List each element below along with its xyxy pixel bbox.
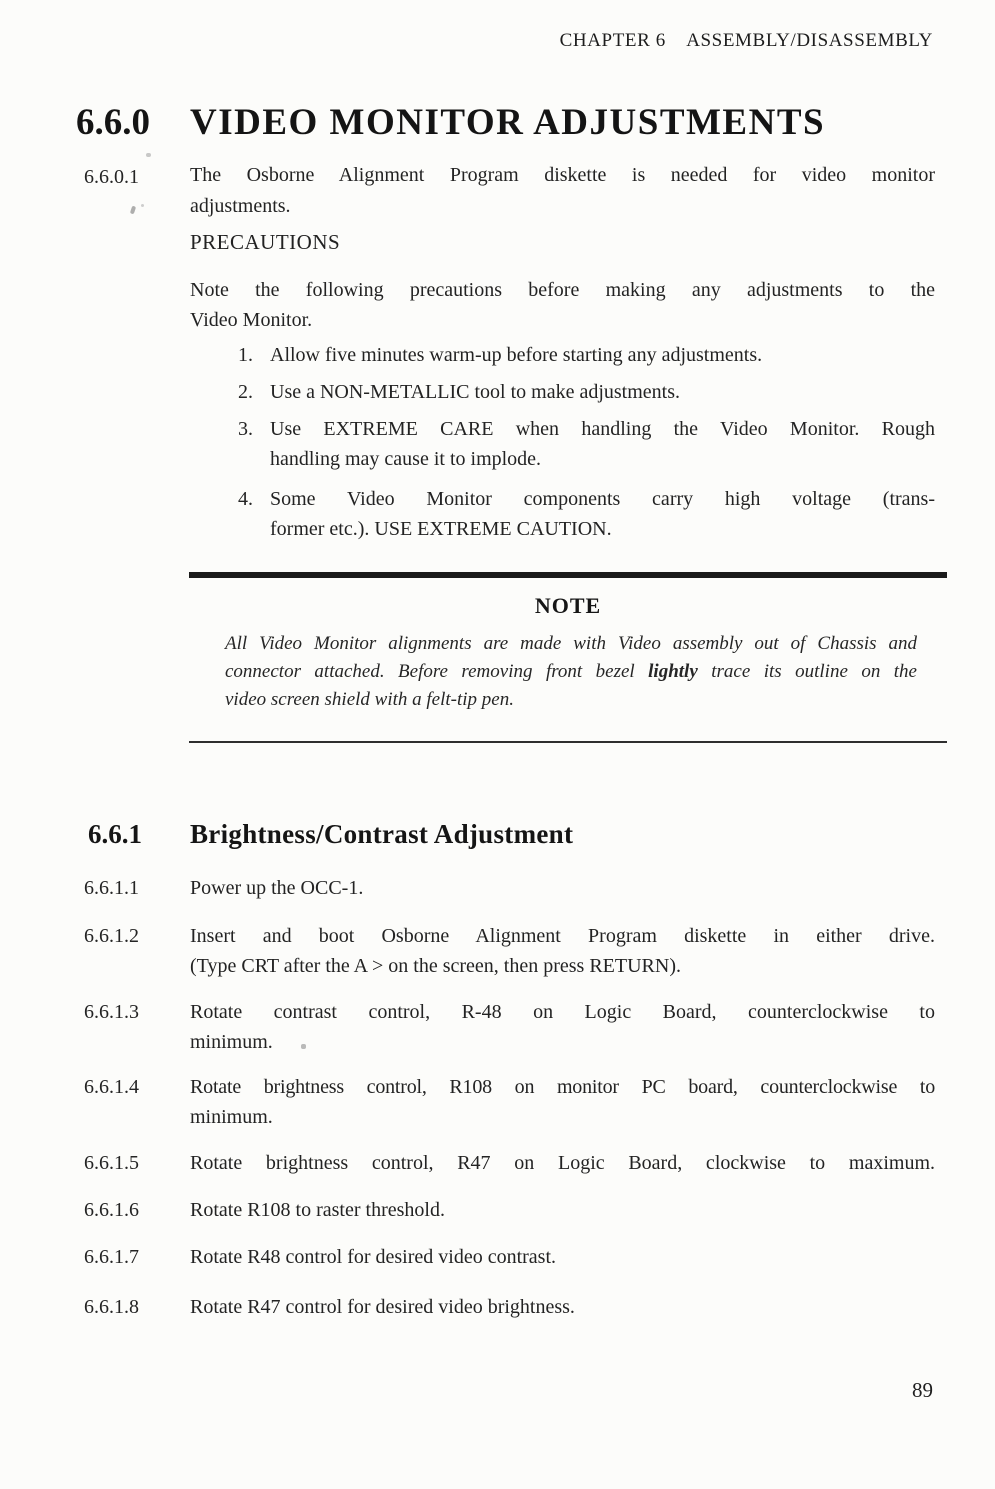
item-number: 6.6.1.4 [84, 1076, 139, 1098]
paragraph-line: Note the following precautions before making any adjustments to the [190, 279, 935, 301]
note-title: NOTE [534, 593, 602, 618]
item-number: 6.6.1.3 [84, 1001, 139, 1023]
item-66001-body [190, 160, 935, 222]
paragraph-line: video screen shield with a felt-tip pen. [225, 689, 514, 710]
section-660-title: VIDEO MONITOR ADJUSTMENTS [190, 102, 826, 143]
paragraph-line: Rotate brightness control, R47 on Logic Board, clockwise to maximum. [190, 1152, 935, 1174]
section-661-title: Brightness/Contrast Adjustment [190, 819, 574, 849]
paragraph-line: Rotate R108 to raster threshold. [190, 1199, 445, 1221]
note-text: connector attached. Before removing front bezel [225, 661, 649, 682]
item-number: 6.6.1.5 [84, 1152, 139, 1174]
list-item [270, 484, 935, 544]
item-number: 6.6.1.7 [84, 1246, 139, 1268]
item-number: 6.6.1.6 [84, 1199, 139, 1221]
item-body [190, 1148, 935, 1178]
item-body [190, 873, 935, 903]
paragraph-line: All Video Monitor alignments are made with Video assembly out of Chassis and [225, 633, 917, 654]
precautions-intro [190, 275, 935, 335]
item-body [190, 1195, 935, 1225]
list-item [270, 377, 935, 407]
paragraph-line: Video Monitor. [190, 309, 313, 331]
paragraph-line: Use EXTREME CARE when handling the Video Monitor. Rough [270, 418, 935, 440]
paragraph-line [225, 658, 917, 686]
list-item-number: 2. [238, 381, 253, 403]
item-body [190, 1072, 935, 1132]
paragraph-line: minimum. [190, 1031, 273, 1053]
note-paragraph [189, 630, 917, 714]
paragraph-line: (Type CRT after the A > on the screen, then press RETURN). [190, 955, 681, 977]
paragraph-line: Rotate R47 control for desired video brightness. [190, 1296, 575, 1318]
scan-speck [141, 204, 144, 207]
item-body [190, 1292, 935, 1322]
paragraph-line: The Osborne Alignment Program diskette is needed for video monitor [190, 164, 935, 186]
list-item [270, 340, 935, 370]
item-66001-number: 6.6.0.1 [84, 166, 139, 188]
scan-speck [301, 1044, 306, 1049]
chapter-header: CHAPTER 6 ASSEMBLY/DISASSEMBLY [559, 30, 933, 51]
note-box [189, 572, 947, 743]
list-item-number: 3. [238, 418, 253, 440]
note-text-bold: lightly [648, 661, 698, 682]
precautions-heading: PRECAUTIONS [190, 230, 341, 254]
item-number: 6.6.1.2 [84, 925, 139, 947]
paragraph-line: Rotate R48 control for desired video contrast. [190, 1246, 557, 1268]
section-661-number: 6.6.1 [88, 819, 142, 849]
paragraph-line: Some Video Monitor components carry high voltage (trans- [270, 488, 935, 510]
paragraph-line: Allow five minutes warm-up before starting any adjustments. [270, 344, 763, 366]
paragraph-line: handling may cause it to implode. [270, 448, 542, 470]
scan-speck [130, 206, 136, 215]
scan-speck [146, 153, 151, 157]
section-660-number: 6.6.0 [76, 102, 150, 143]
paragraph-line: Rotate brightness control, R108 on monitor PC board, counterclockwise to [190, 1076, 935, 1098]
page-number: 89 [912, 1378, 933, 1402]
item-number: 6.6.1.8 [84, 1296, 139, 1318]
item-body [190, 1242, 935, 1272]
paragraph-line: Rotate contrast control, R-48 on Logic Board, counterclockwise to [190, 1001, 935, 1023]
list-item-number: 1. [238, 344, 253, 366]
item-number: 6.6.1.1 [84, 877, 139, 899]
paragraph-line: Insert and boot Osborne Alignment Program diskette in either drive. [190, 925, 935, 947]
item-body [190, 921, 935, 981]
paragraph-line: Power up the OCC-1. [190, 877, 364, 899]
list-item [270, 414, 935, 474]
paragraph-line: Use a NON-METALLIC tool to make adjustments. [270, 381, 680, 403]
note-text: trace its outline on the [697, 661, 917, 682]
list-item-number: 4. [238, 488, 253, 510]
paragraph-line: minimum. [190, 1106, 273, 1128]
paragraph-line: adjustments. [190, 195, 291, 217]
paragraph-line: former etc.). USE EXTREME CAUTION. [270, 518, 612, 540]
